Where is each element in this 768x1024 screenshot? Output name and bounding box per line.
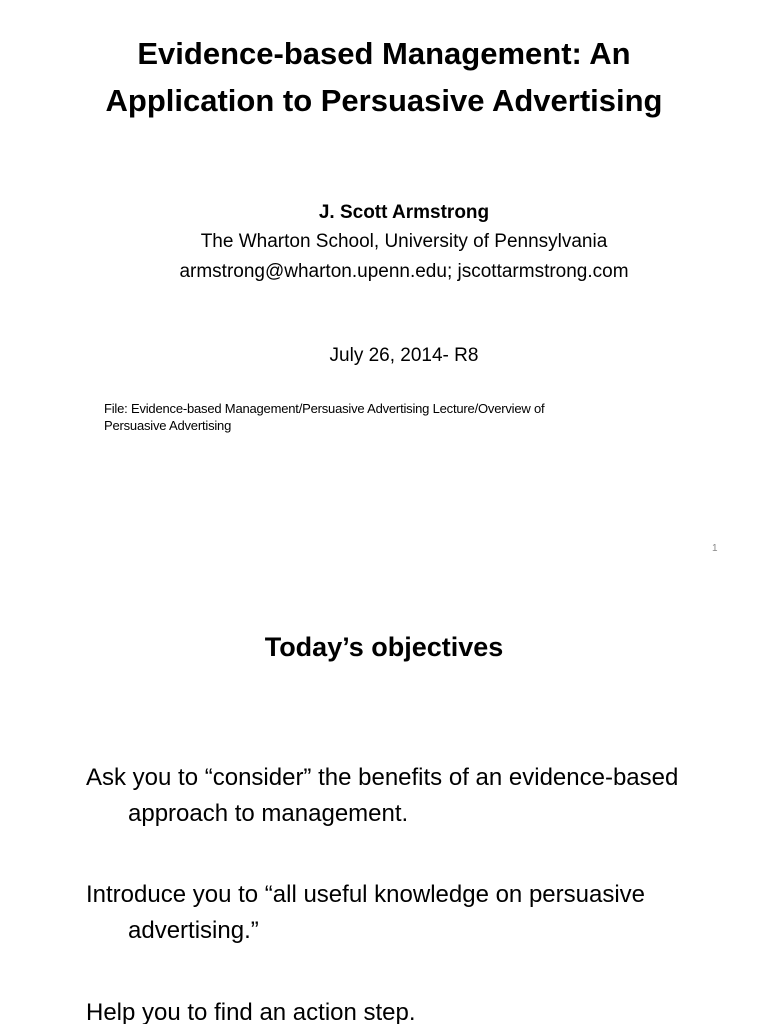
file-path-note [104, 400, 684, 434]
objective-item-1: Ask you to “consider” the benefits of an evidence-based approach to management. [86, 764, 679, 827]
file-path-line-1: File: Evidence-based Management/Persuasive Advertising Lecture/Overview of [104, 401, 545, 416]
author-name: J. Scott Armstrong [318, 202, 490, 223]
objective-item-3: Help you to find an action step. [86, 999, 416, 1024]
slide-title-line-2: Application to Persuasive Advertising [105, 83, 663, 118]
slide-objectives [0, 575, 768, 1024]
file-path-line-2: Persuasive Advertising [104, 418, 232, 433]
author-affiliation: The Wharton School, University of Pennsylvania [200, 231, 608, 252]
objective-item-2: Introduce you to “all useful knowledge on persuasive advertising.” [86, 881, 646, 944]
objectives-title: Today’s objectives [264, 632, 504, 662]
slide-title-line-1: Evidence-based Management: An [137, 36, 631, 71]
slide-title [40, 30, 728, 124]
page-number: 1 [712, 543, 718, 554]
author-contact: armstrong@wharton.upenn.edu; jscottarmstrong.com [179, 261, 629, 282]
revision-date: July 26, 2014- R8 [329, 345, 479, 366]
